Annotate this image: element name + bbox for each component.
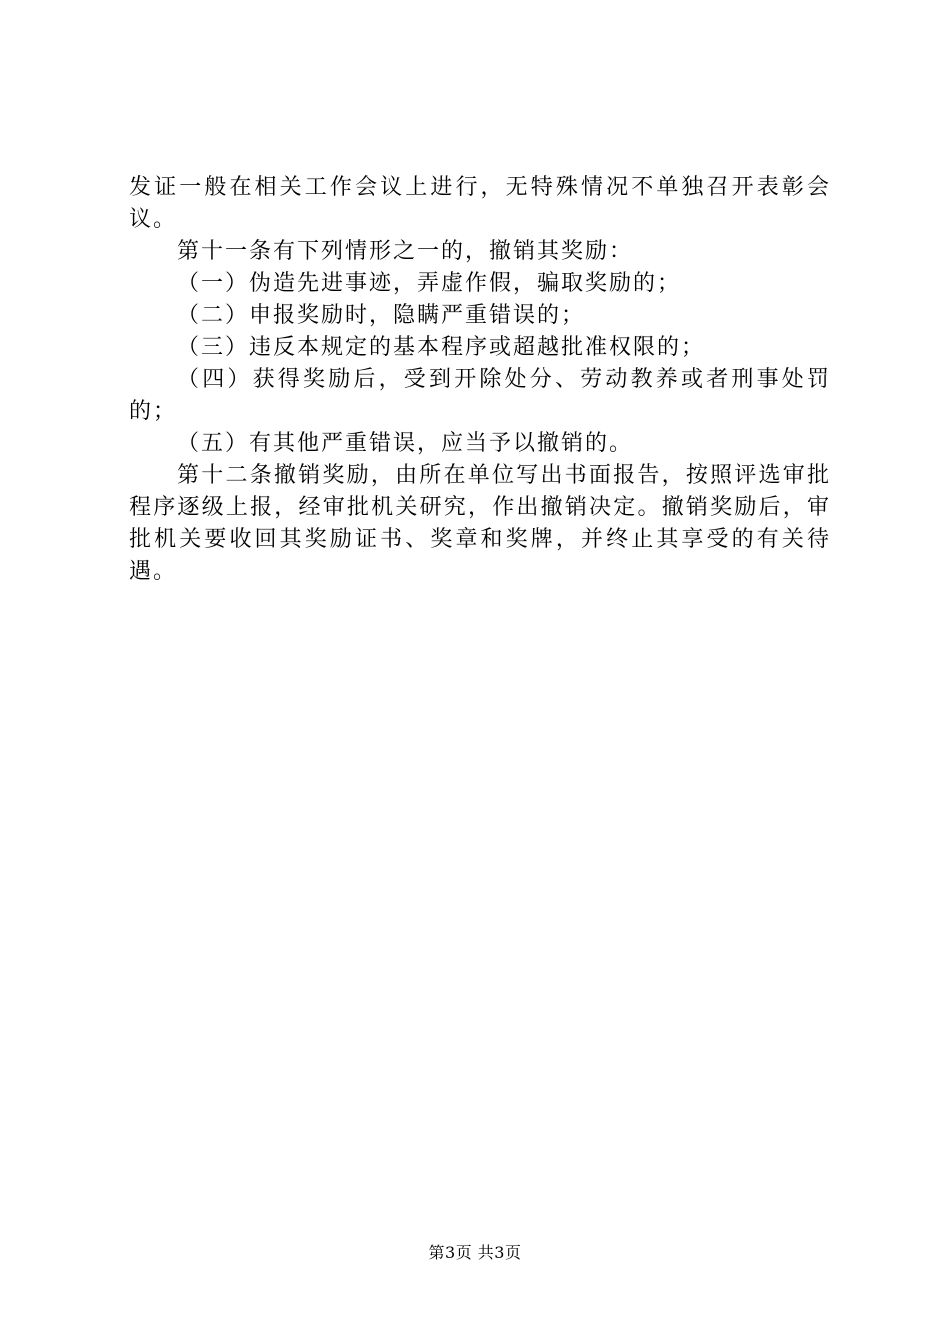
page-footer bbox=[0, 1243, 950, 1263]
list-item-4: （四）获得奖励后，受到开除处分、劳动教养或者刑事处罚的； bbox=[129, 367, 831, 424]
document-body bbox=[129, 172, 831, 588]
list-item-2: （二）申报奖励时，隐瞒严重错误的； bbox=[177, 303, 586, 328]
list-item-3: （三）违反本规定的基本程序或超越批准权限的； bbox=[177, 335, 706, 360]
list-item-5: （五）有其他严重错误，应当予以撤销的。 bbox=[177, 431, 634, 456]
paragraph-article-11: 第十一条有下列情形之一的，撤销其奖励： bbox=[177, 239, 634, 264]
paragraph-article-12: 第十二条撤销奖励，由所在单位写出书面报告，按照评选审批程序逐级上报，经审批机关研究，作出撤销决定。撤销奖励后，审批机关要收回其奖励证书、奖章和奖牌，并终止其享受的有关待遇。 bbox=[129, 463, 831, 584]
page-number-label: 第3页 共3页 bbox=[428, 1243, 522, 1262]
paragraph-award-ceremony-cont: 发证一般在相关工作会议上进行，无特殊情况不单独召开表彰会议。 bbox=[129, 175, 831, 232]
list-item-1: （一）伪造先进事迹，弄虚作假，骗取奖励的； bbox=[177, 271, 682, 296]
